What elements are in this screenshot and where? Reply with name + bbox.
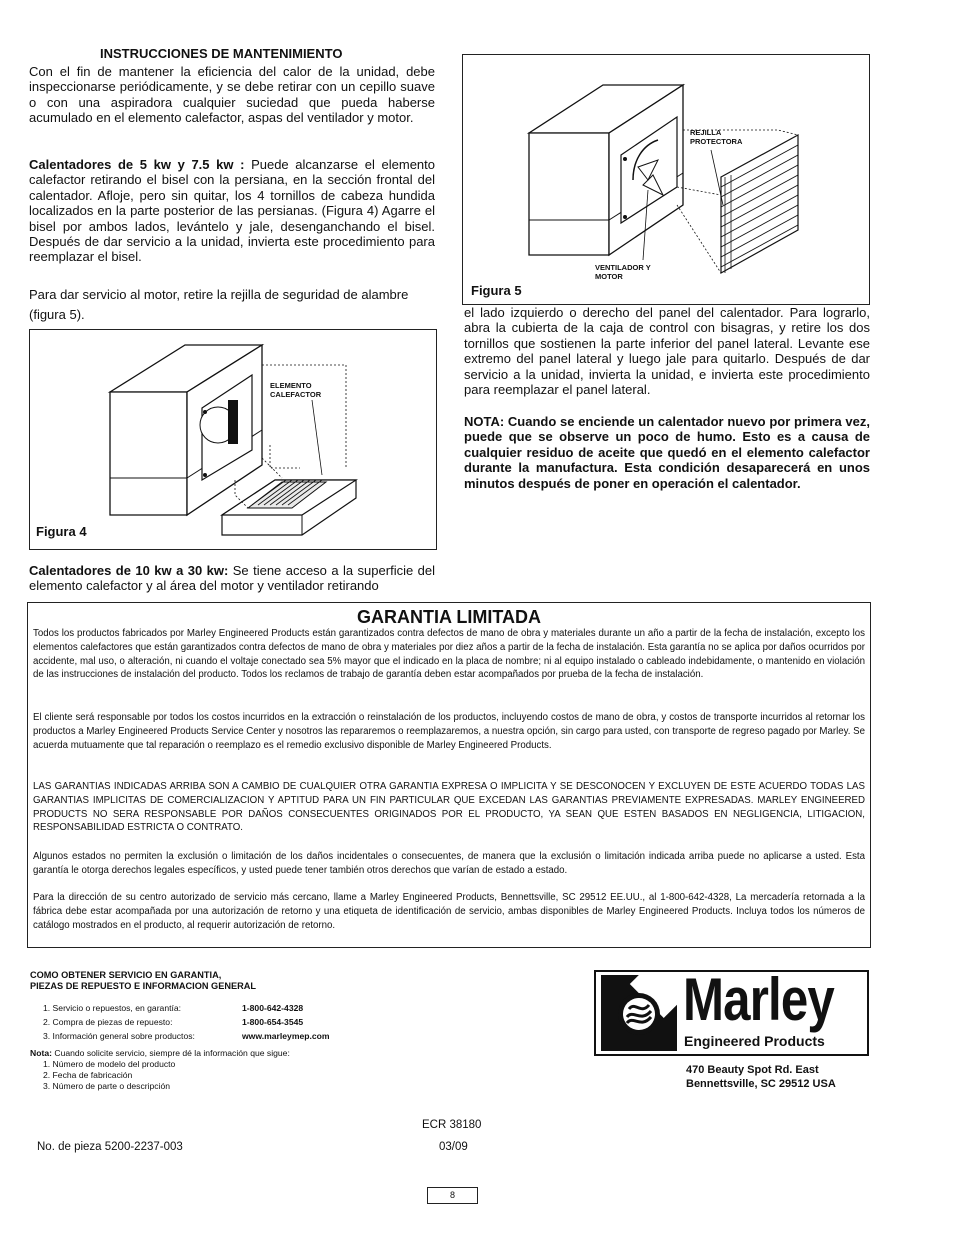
- large-heater-paragraph: [29, 563, 435, 594]
- grille-callout: REJILLA PROTECTORA: [690, 128, 743, 146]
- warranty-paragraph-4: Algunos estados no permiten la exclusión o limitación de los daños incidentales o consecuentes, de manera que la exclusión o limitación indicada arriba puede no aplicarse a usted. Esta garantía le otorga derechos legales específicos, y usted puede tener también otros derechos que varían de estado a estado.: [33, 851, 865, 876]
- large-heater-text: Se tiene acceso a la superficie del elemento calefactor y al área del motor y ventilador retirando: [29, 563, 435, 594]
- service-heading-line-2: PIEZAS DE REPUESTO E INFORMACION GENERAL: [30, 981, 256, 991]
- warranty-paragraph-1: Todos los productos fabricados por Marley Engineered Products están garantizados contra defectos de mano de obra y materiales durante un año a partir de la fecha de instalación, excepto los elementos calefactores que están garantizados contra defectos de mano de obra y materiales por diez años a partir de la fecha de instalación. Esta garantía no se aplica por daños ocurridos por accidente, mal uso, o alteración, ni cuando el voltaje conectado sea 5% mayor que el indicado en la placa de nombre; ni al equipo instalado o cableado indebidamente, o mantenido en violación de las instrucciones de instalación del producto. Todos los reclamos de trabajo de garantía deben estar acompañados por prueba de la fecha de instalación.: [33, 628, 865, 681]
- maintenance-heading: INSTRUCCIONES DE MANTENIMIENTO: [100, 46, 343, 61]
- service-note: [30, 1048, 290, 1059]
- service-note-item: 3. Número de parte o descripción: [43, 1081, 171, 1091]
- service-item-3-label: 3. Información general sobre productos:: [43, 1031, 195, 1041]
- warranty-box: [27, 602, 871, 948]
- figure-5-label: Figura 5: [471, 283, 522, 298]
- service-note-label: Nota:: [30, 1048, 52, 1058]
- large-heater-heading: Calentadores de 10 kw a 30 kw:: [29, 563, 229, 578]
- service-item-1-value: 1-800-642-4328: [242, 1003, 304, 1013]
- revision-date: 03/09: [439, 1141, 468, 1153]
- heating-element-callout: ELEMENTO CALEFACTOR: [270, 381, 322, 399]
- service-note-list: [43, 1059, 175, 1092]
- address-line-1: 470 Beauty Spot Rd. East: [686, 1064, 819, 1076]
- marley-logo: [594, 966, 869, 1056]
- figure-4: [29, 329, 437, 550]
- service-item-2-label: 2. Compra de piezas de repuesto:: [43, 1017, 173, 1027]
- heater-element-illustration: [30, 330, 435, 548]
- company-address: [686, 1063, 836, 1091]
- address-line-2: Bennettsville, SC 29512 USA: [686, 1078, 836, 1090]
- marley-wordmark: Marley: [683, 966, 834, 1033]
- service-item-3-value: www.marleymep.com: [242, 1031, 330, 1041]
- marley-emblem-icon: [599, 973, 679, 1053]
- service-note-text: Cuando solicite servicio, siempre dé la información que sigue:: [51, 1048, 290, 1058]
- service-note-item: 1. Número de modelo del producto: [43, 1059, 176, 1069]
- small-heater-paragraph: [29, 157, 435, 265]
- service-item-1-label: 1. Servicio o repuestos, en garantía:: [43, 1003, 182, 1013]
- warranty-title: GARANTIA LIMITADA: [357, 607, 541, 627]
- warranty-paragraph-3: LAS GARANTIAS INDICADAS ARRIBA SON A CAMBIO DE CUALQUIER OTRA GARANTIA EXPRESA O IMPLICITA Y SE DESCONOCEN Y EXCLUYEN DE ESTE ACUERDO TODAS LAS GARANTIAS IMPLICITAS DE COMERCIALIZACION Y APTITUD PARA UN FIN PARTICULAR QUE EXCEDAN LAS GARANTIAS PREVIAMENTE EXPRESADAS. MARLEY ENGINEERED PRODUCTS NO SERA RESPONSABLE POR DAÑOS CONSECUENTES ORIGINADOS POR EL PRODUCTO, YA SEAN QUE ESTEN BASADOS EN NEGLIGENCIA, LITIGACION, RESPONSABILIDAD ESTRICTA O CONTRATO.: [33, 781, 865, 834]
- service-heading: [30, 970, 256, 992]
- service-heading-line-1: COMO OBTENER SERVICIO EN GARANTIA,: [30, 970, 222, 980]
- marley-subtitle: Engineered Products: [684, 1033, 825, 1049]
- fan-motor-illustration: [463, 55, 868, 303]
- figure-4-label: Figura 4: [36, 524, 87, 539]
- side-panel-paragraph: el lado izquierdo o derecho del panel del calentador. Para lograrlo, abra la cubierta de la caja de control con bisagras, y retire los dos tornillos que sostienen la parte inferior del panel lateral. Levante ese extremo del panel lateral y luego jale para quitarlo. Después de dar servicio a la unidad, invierta la unidad, e invierta este procedimiento para reemplazar el panel lateral.: [464, 305, 870, 398]
- warranty-paragraph-2: El cliente será responsable por todos los costos incurridos en la extracción o reinstalación de los productos, incluyendo costos de mano de obra, y costos de transporte incurridos al retornar los productos a Marley Engineered Products Service Center y nosotros las repararemos o reemplazaremos, a nuestra opción, sin cargo para usted, con transporte de regreso pagado por Marley. Se acuerda mutuamente que tal reparación o reemplazo es el remedio exclusivo disponible de Marley Engineered Products.: [33, 712, 865, 751]
- figure-5: [462, 54, 870, 305]
- part-number: No. de pieza 5200-2237-003: [37, 1141, 183, 1153]
- warranty-paragraph-5: Para la dirección de su centro autorizado de servicio más cercano, llame a Marley Engineered Products, Bennettsville, SC 29512 EE.UU., al 1-800-642-4328, La mercadería retornada a la fábrica debe estar acompañada por una autorización de retorno y una etiqueta de identificación de servicio, ambas disponibles de Marley Engineered Products. Incluya todos los números de catálogo mostrados en el producto, al requerir autorización de retorno.: [33, 892, 865, 931]
- ecr-number: ECR 38180: [422, 1119, 482, 1131]
- motor-service-paragraph: Para dar servicio al motor, retire la rejilla de seguridad de alambre (figura 5).: [29, 287, 409, 322]
- fan-motor-callout: VENTILADOR Y MOTOR: [595, 263, 651, 281]
- page-number: 8: [427, 1187, 478, 1204]
- maintenance-intro: Con el fin de mantener la eficiencia del calor de la unidad, debe inspeccionarse periódicamente, y se debe retirar con un cepillo suave o con una aspiradora cualquier suciedad que pueda haberse acumulado en el elemento calefactor, aspas del ventilador y motor.: [29, 64, 435, 126]
- service-note-item: 2. Fecha de fabricación: [43, 1070, 133, 1080]
- small-heater-heading: Calentadores de 5 kw y 7.5 kw :: [29, 157, 245, 172]
- small-heater-text: Puede alcanzarse el elemento calefactor retirando el bisel con la persiana, en la sección frontal del calentador. Afloje, pero sin quitar, los 4 tornillos de cabeza hundida localizados en la parte posterior de las persianas. (Figura 4) Agarre el bisel por ambos lados, levántelo y jale, desenganchando el bisel. Después de dar servicio a la unidad, invierta este procedimiento para reemplazar el bisel.: [29, 157, 436, 265]
- service-item-2-value: 1-800-654-3545: [242, 1017, 304, 1027]
- smoke-note: NOTA: Cuando se enciende un calentador nuevo por primera vez, puede que se observe un poco de humo. Esto es a causa de cualquier residuo de aceite que quedó en el elemento calefactor durante la manufactura. Esta condición desaparecerá en unos minutos después de poner en operación el calentador.: [464, 414, 870, 491]
